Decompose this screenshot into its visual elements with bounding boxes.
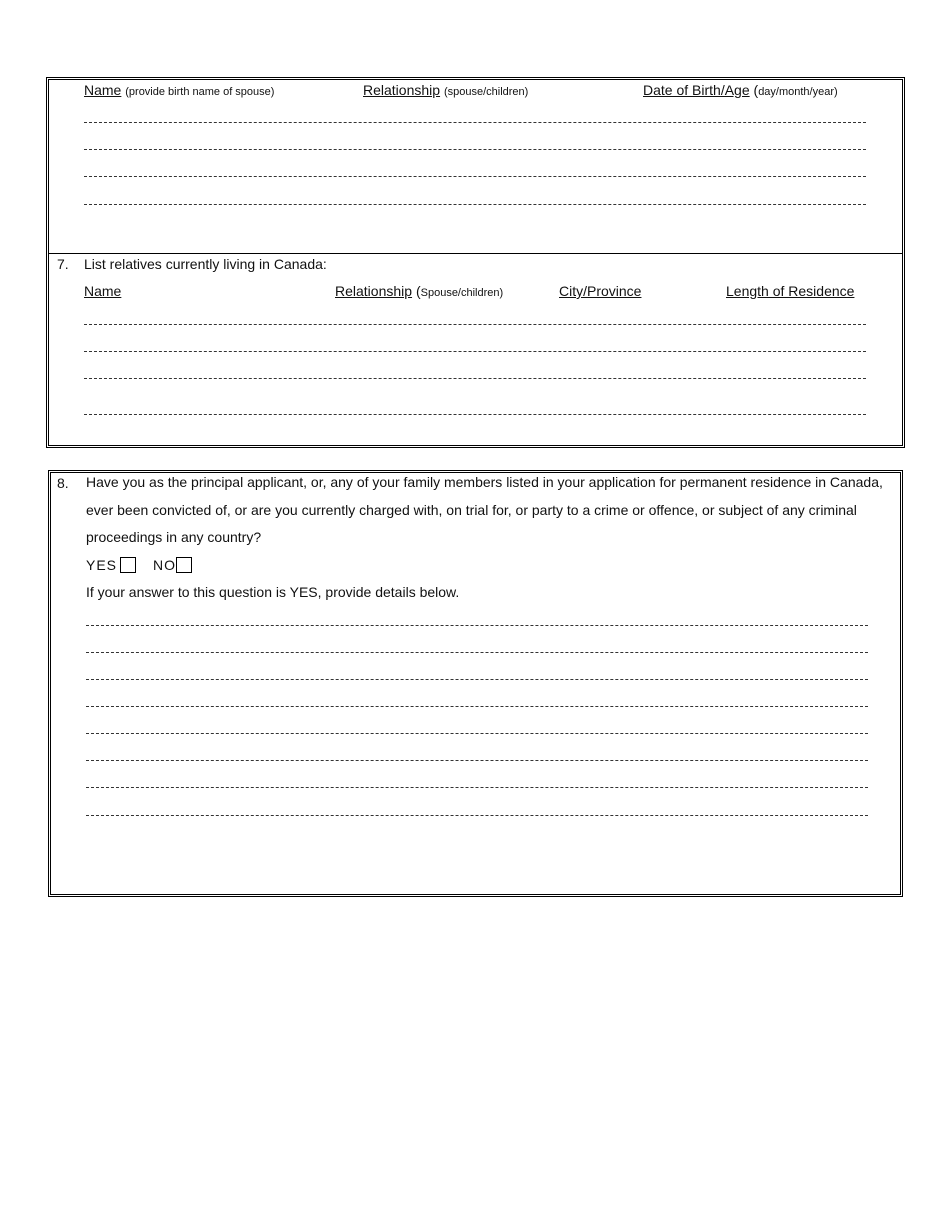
- yes-checkbox[interactable]: [120, 557, 136, 573]
- entry-line[interactable]: [84, 351, 866, 352]
- criminal-question: Have you as the principal applicant, or, any of your family members listed in your application for permanent residence in Canada, ever been convicted of, or are you currently charged with, on trial for, or party to a crime or offence, or subject of any criminal proceedings in any country?: [86, 474, 883, 545]
- details-line[interactable]: [86, 679, 868, 680]
- col-name-header: [84, 82, 274, 98]
- yes-option[interactable]: [86, 557, 136, 573]
- col-dob-paren: (: [753, 82, 759, 98]
- entry-line[interactable]: [84, 378, 866, 379]
- entry-line[interactable]: [84, 204, 866, 205]
- col-relationship-note: (spouse/children): [443, 86, 529, 98]
- col-relationship-paren: (: [415, 283, 421, 299]
- col-name-label: Name: [84, 82, 122, 98]
- col-city-label: City/Province: [559, 283, 642, 299]
- no-label: NO: [153, 557, 176, 573]
- details-line[interactable]: [86, 760, 868, 761]
- family-members-section: [46, 77, 905, 448]
- section-number-7: 7.: [57, 256, 69, 272]
- details-prompt: If your answer to this question is YES, provide details below.: [86, 584, 460, 600]
- col-name-label: Name: [84, 283, 122, 299]
- entry-line[interactable]: [84, 149, 866, 150]
- col-length-label: Length of Residence: [726, 283, 855, 299]
- details-line[interactable]: [86, 625, 868, 626]
- details-line[interactable]: [86, 787, 868, 788]
- section-number-8: 8.: [57, 475, 69, 491]
- col-relationship-label: Relationship: [363, 82, 441, 98]
- section-divider: [49, 253, 902, 254]
- col-relationship-note: Spouse/children): [420, 287, 504, 299]
- entry-line[interactable]: [84, 122, 866, 123]
- col-relationship-label: Relationship: [335, 283, 413, 299]
- entry-line[interactable]: [84, 324, 866, 325]
- col-name-note: (provide birth name of spouse): [125, 86, 275, 98]
- details-line[interactable]: [86, 706, 868, 707]
- col-relationship-header: [363, 82, 528, 98]
- yes-label: YES: [86, 557, 118, 573]
- criminal-record-section: [48, 470, 903, 897]
- col-dob-header: [643, 82, 838, 98]
- col-dob-label: Date of Birth/Age: [643, 82, 750, 98]
- col-relationship-header: [335, 283, 503, 299]
- no-checkbox[interactable]: [176, 557, 192, 573]
- details-line[interactable]: [86, 815, 868, 816]
- entry-line[interactable]: [84, 414, 866, 415]
- entry-line[interactable]: [84, 176, 866, 177]
- details-line[interactable]: [86, 733, 868, 734]
- details-line[interactable]: [86, 652, 868, 653]
- section-7-title: List relatives currently living in Canada:: [84, 256, 327, 272]
- col-dob-note: day/month/year): [758, 86, 838, 98]
- no-option[interactable]: [153, 557, 192, 573]
